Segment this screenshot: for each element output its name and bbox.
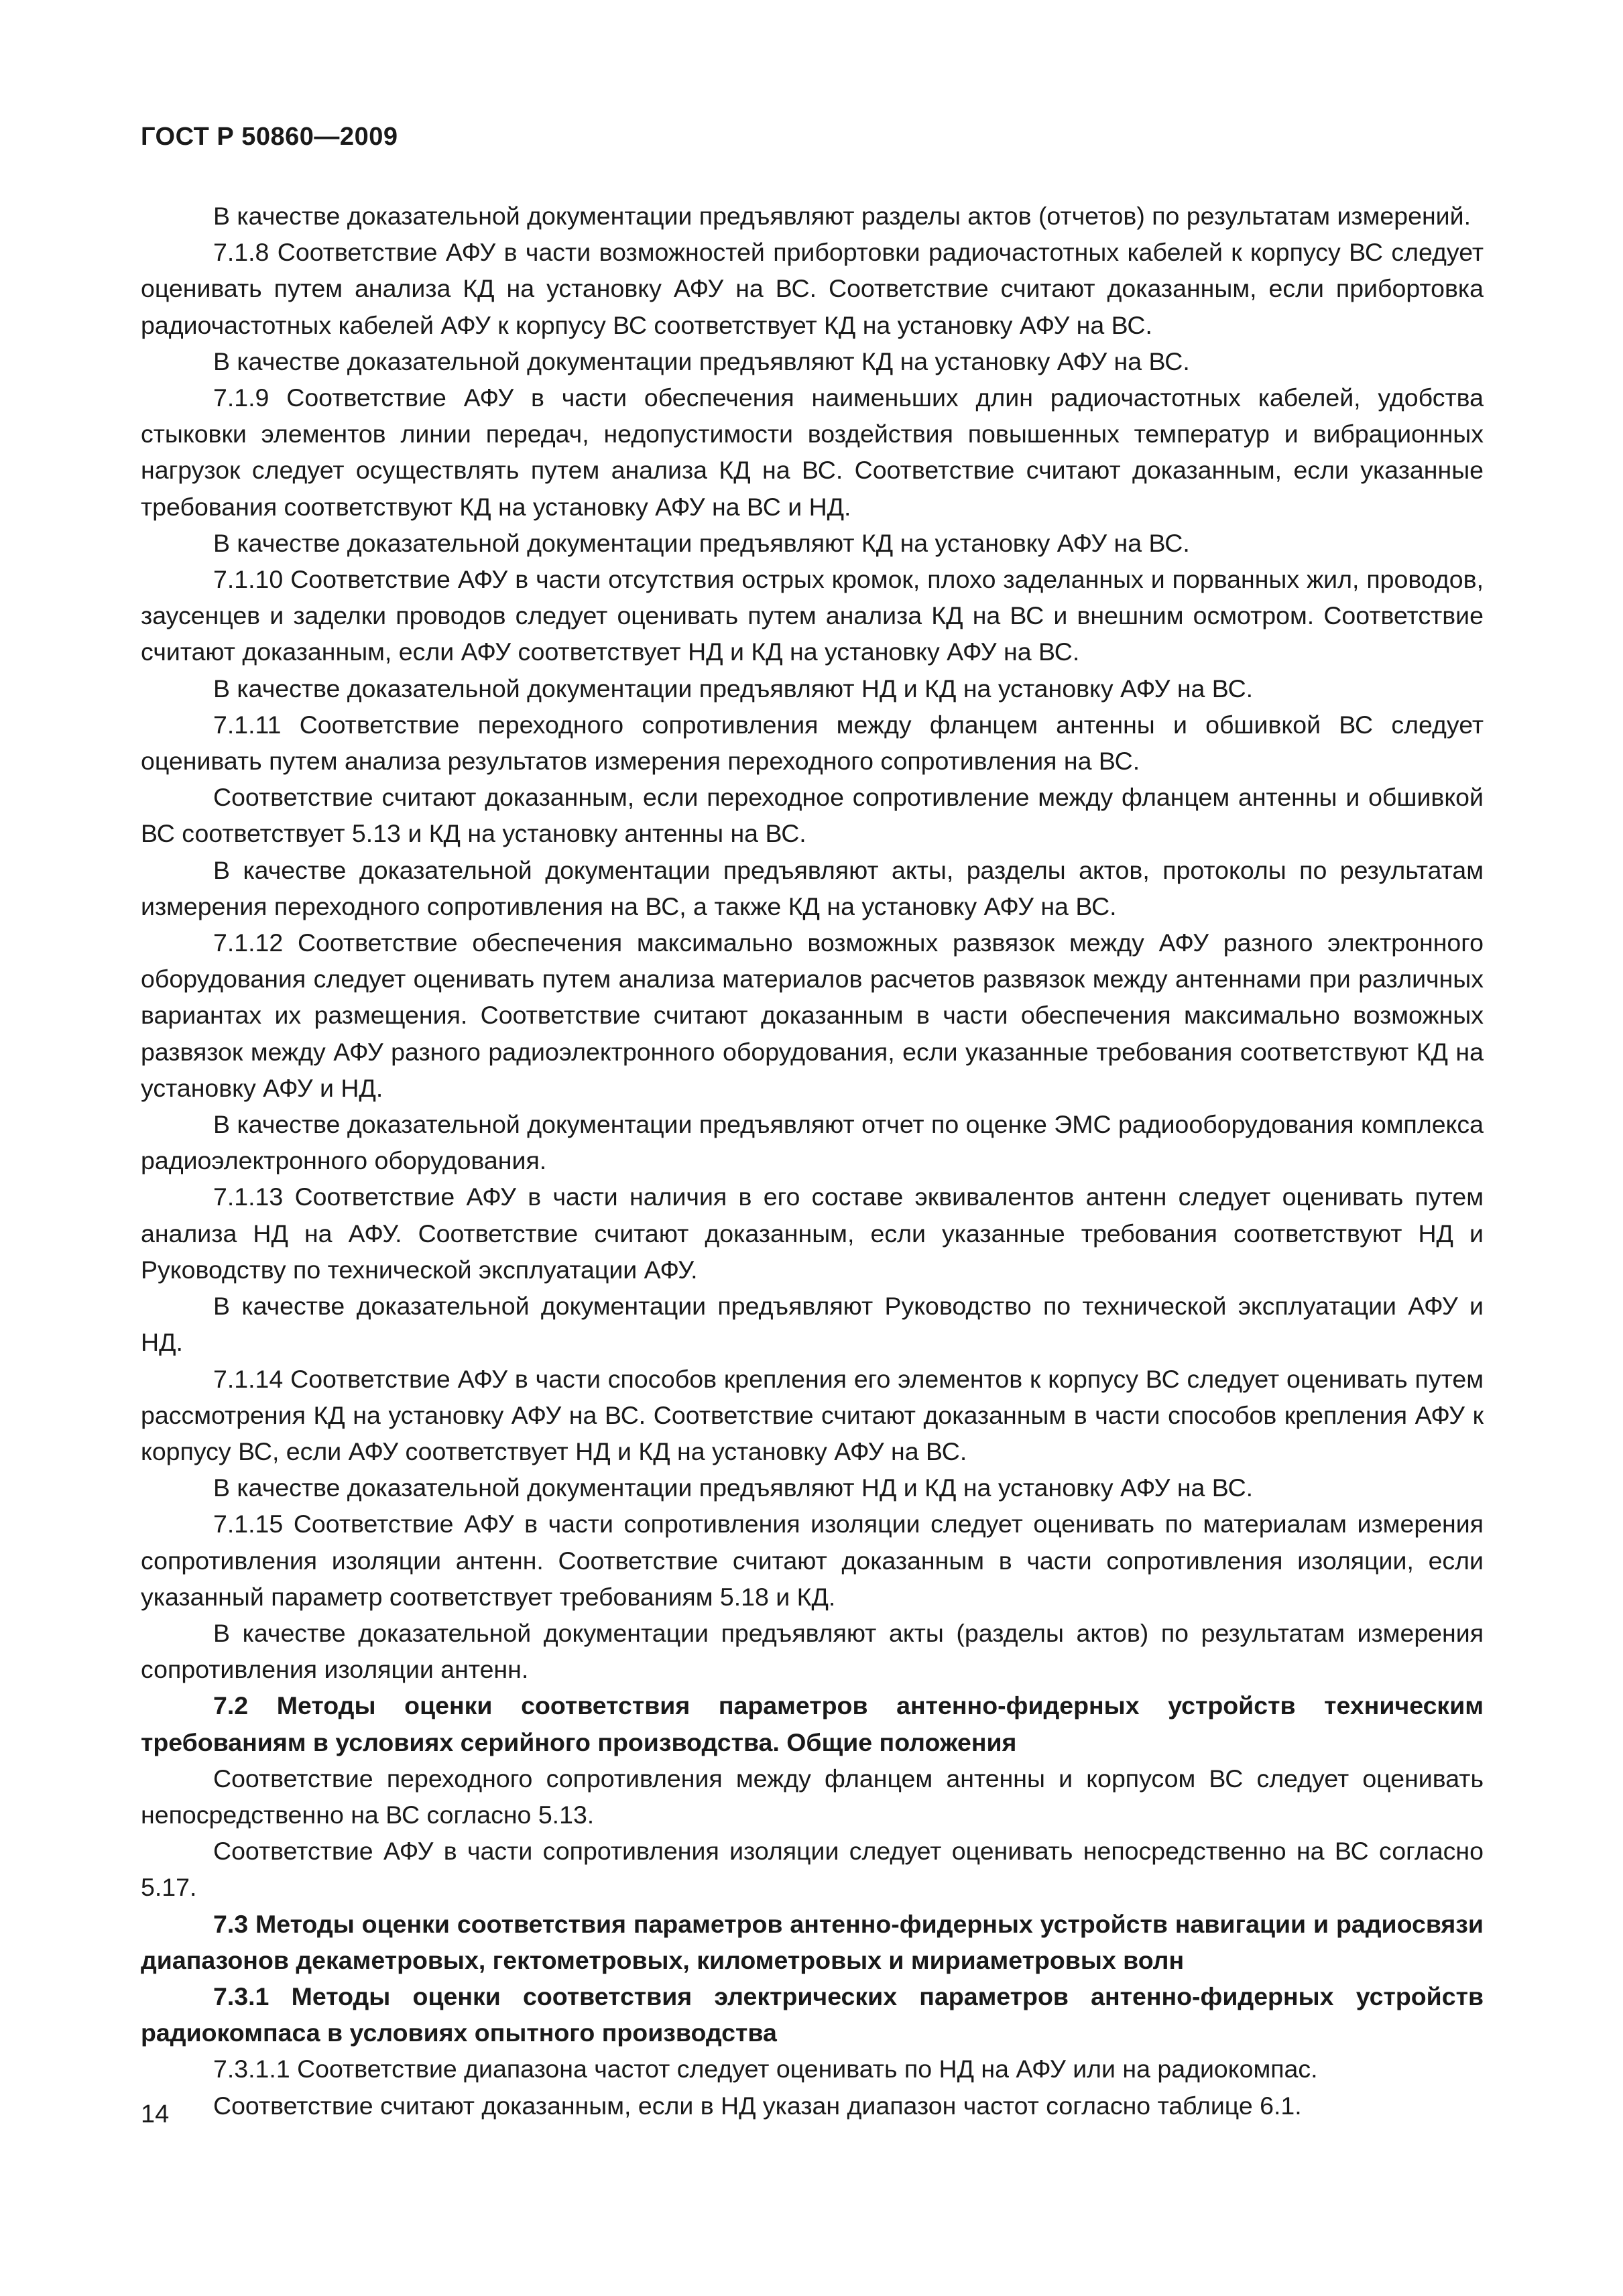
paragraph: Соответствие переходного сопротивления между фланцем антенны и корпусом ВС следует оценивать непосредственно на ВС согласно 5.13. — [141, 1764, 1484, 1829]
section-heading: 7.2 Методы оценки соответствия параметров антенно-фидерных устройств техническим требованиям в условиях серийного производства. Общие положения — [141, 1691, 1484, 1756]
paragraph: 7.1.15 Соответствие АФУ в части сопротивления изоляции следует оценивать по материалам измерения сопротивления изоляции антенн. Соответствие считают доказанным в части сопротивления изоляции, если указанный параметр соответствует требованиям 5.18 и КД. — [141, 1510, 1484, 1611]
document-header: ГОСТ Р 50860—2009 — [141, 123, 398, 151]
paragraph: В качестве доказательной документации предъявляют НД и КД на установку АФУ на ВС. — [213, 674, 1254, 703]
paragraph: 7.1.10 Соответствие АФУ в части отсутствия острых кромок, плохо заделанных и порванных жил, проводов, заусенцев и заделки проводов следует оценивать путем анализа КД на ВС и внешним осмотром. Соответствие считают доказанным, если АФУ соответствует НД и КД на установку АФУ на ВС. — [141, 565, 1484, 666]
paragraph: Соответствие считают доказанным, если в НД указан диапазон частот согласно таблице 6.1. — [213, 2091, 1302, 2120]
section-heading: 7.3 Методы оценки соответствия параметров антенно-фидерных устройств навигации и радиосвязи диапазонов декаметровых, гектометровых, километровых и мириаметровых волн — [141, 1909, 1484, 1974]
paragraph: В качестве доказательной документации предъявляют отчет по оценке ЭМС радиооборудования комплекса радиоэлектронного оборудования. — [141, 1110, 1484, 1175]
paragraph: В качестве доказательной документации предъявляют разделы актов (отчетов) по результатам измерений. — [213, 202, 1471, 230]
document-body — [141, 198, 1484, 2124]
paragraph: В качестве доказательной документации предъявляют Руководство по технической эксплуатации АФУ и НД. — [141, 1292, 1484, 1357]
paragraph: 7.3.1.1 Соответствие диапазона частот следует оценивать по НД на АФУ или на радиокомпас. — [213, 2055, 1318, 2083]
paragraph: 7.1.11 Соответствие переходного сопротивления между фланцем антенны и обшивкой ВС следует оценивать путем анализа результатов измерения переходного сопротивления на ВС. — [141, 710, 1484, 776]
paragraph: В качестве доказательной документации предъявляют акты (разделы актов) по результатам измерения сопротивления изоляции антенн. — [141, 1618, 1484, 1684]
paragraph: Соответствие считают доказанным, если переходное сопротивление между фланцем антенны и обшивкой ВС соответствует 5.13 и КД на установку антенны на ВС. — [141, 783, 1484, 848]
section-heading: 7.3.1 Методы оценки соответствия электрических параметров антенно-фидерных устройств радиокомпаса в условиях опытного производства — [141, 1982, 1484, 2047]
paragraph: 7.1.14 Соответствие АФУ в части способов крепления его элементов к корпусу ВС следует оценивать путем рассмотрения КД на установку АФУ на ВС. Соответствие считают доказанным в части способов крепления АФУ к корпусу ВС, если АФУ соответствует НД и КД на установку АФУ на ВС. — [141, 1364, 1484, 1465]
paragraph: 7.1.12 Соответствие обеспечения максимально возможных развязок между АФУ разного электронного оборудования следует оценивать путем анализа материалов расчетов развязок между антеннами при различных вариантах их размещения. Соответствие считают доказанным в части обеспечения максимально возможных развязок между АФУ разного радиоэлектронного оборудования, если указанные требования соответствуют КД на установку АФУ и НД. — [141, 928, 1484, 1102]
paragraph: В качестве доказательной документации предъявляют КД на установку АФУ на ВС. — [213, 347, 1190, 375]
page-number: 14 — [141, 2100, 170, 2128]
paragraph: 7.1.8 Соответствие АФУ в части возможностей прибортовки радиочастотных кабелей к корпусу ВС следует оценивать путем анализа КД на установку АФУ на ВС. Соответствие считают доказанным, если прибортовка радиочастотных кабелей АФУ к корпусу ВС соответствует КД на установку АФУ на ВС. — [141, 238, 1484, 339]
paragraph: Соответствие АФУ в части сопротивления изоляции следует оценивать непосредственно на ВС согласно 5.17. — [141, 1837, 1484, 1902]
paragraph: 7.1.13 Соответствие АФУ в части наличия в его составе эквивалентов антенн следует оценивать путем анализа НД на АФУ. Соответствие считают доказанным, если указанные требования соответствуют НД и Руководству по технической эксплуатации АФУ. — [141, 1183, 1484, 1284]
paragraph: В качестве доказательной документации предъявляют КД на установку АФУ на ВС. — [213, 528, 1190, 557]
paragraph: В качестве доказательной документации предъявляют акты, разделы актов, протоколы по результатам измерения переходного сопротивления на ВС, а также КД на установку АФУ на ВС. — [141, 855, 1484, 920]
paragraph: В качестве доказательной документации предъявляют НД и КД на установку АФУ на ВС. — [213, 1473, 1254, 1502]
paragraph: 7.1.9 Соответствие АФУ в части обеспечения наименьших длин радиочастотных кабелей, удобства стыковки элементов линии передач, недопустимости воздействия повышенных температур и вибрационных нагрузок следует осуществлять путем анализа КД на ВС. Соответствие считают доказанным, если указанные требования соответствуют КД на установку АФУ на ВС и НД. — [141, 383, 1484, 521]
